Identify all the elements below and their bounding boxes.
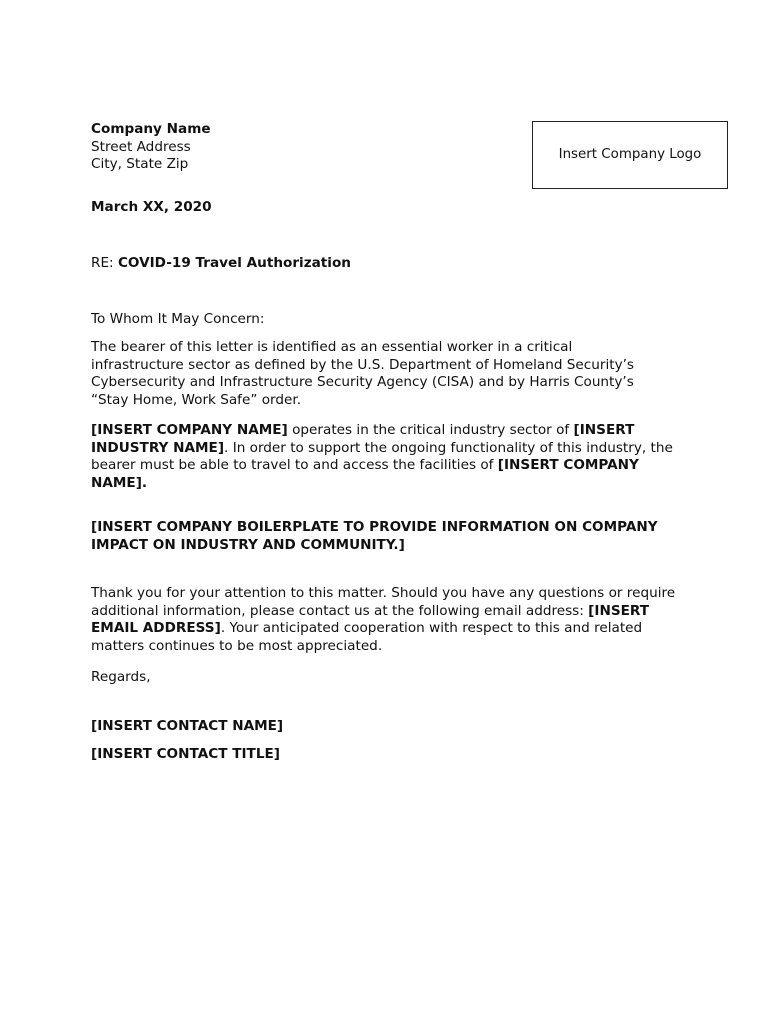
- subject-line: [91, 255, 691, 273]
- contact-title-placeholder: [INSERT CONTACT TITLE]: [91, 746, 280, 762]
- company-name: Company Name: [91, 121, 211, 137]
- paragraph-essential-worker: The bearer of this letter is identified as an essential worker in a critical infrastructure sector as defined by the U.S. Department of Homeland Security’s Cybersecurity and Infrastructure Security Agency (CISA) and by Harris County’s “Stay Home, Work Safe” order.: [91, 339, 635, 408]
- paragraph-text: Thank you for your attention to this matter. Should you have any questions or require additional information, please contact us at the following email address:: [91, 585, 676, 619]
- industry-name-placeholder: [INSERT INDUSTRY NAME]: [91, 422, 635, 456]
- contact-name-placeholder: [INSERT CONTACT NAME]: [91, 718, 284, 734]
- boilerplate-placeholder: [INSERT COMPANY BOILERPLATE TO PROVIDE INFORMATION ON COMPANY IMPACT ON INDUSTRY AND COMMUNITY.]: [91, 519, 658, 553]
- logo-placeholder-text: Insert Company Logo: [558, 147, 702, 163]
- paragraph-contact: [91, 585, 691, 655]
- paragraph-text: . In order to support the ongoing functionality of this industry, the bearer must be able to travel to and access the facilities of: [91, 439, 673, 473]
- company-logo-placeholder: [532, 121, 728, 189]
- email-placeholder: [INSERT EMAIL ADDRESS]: [91, 602, 650, 636]
- street-address: Street Address: [91, 138, 191, 155]
- company-name-placeholder: [INSERT COMPANY NAME].: [91, 457, 639, 491]
- re-prefix: RE:: [91, 255, 118, 271]
- company-name-placeholder: [INSERT COMPANY NAME]: [91, 422, 288, 438]
- letter-date: March XX, 2020: [91, 199, 212, 215]
- salutation: To Whom It May Concern:: [91, 311, 265, 327]
- closing: Regards,: [91, 669, 151, 685]
- city-state-zip: City, State Zip: [91, 156, 189, 172]
- paragraph-text: operates in the critical industry sector of: [287, 422, 574, 438]
- paragraph-industry-sector: [91, 422, 691, 492]
- subject-text: COVID-19 Travel Authorization: [117, 255, 351, 271]
- paragraph-text: . Your anticipated cooperation with respect to this and related matters continues to be most appreciated.: [91, 620, 643, 654]
